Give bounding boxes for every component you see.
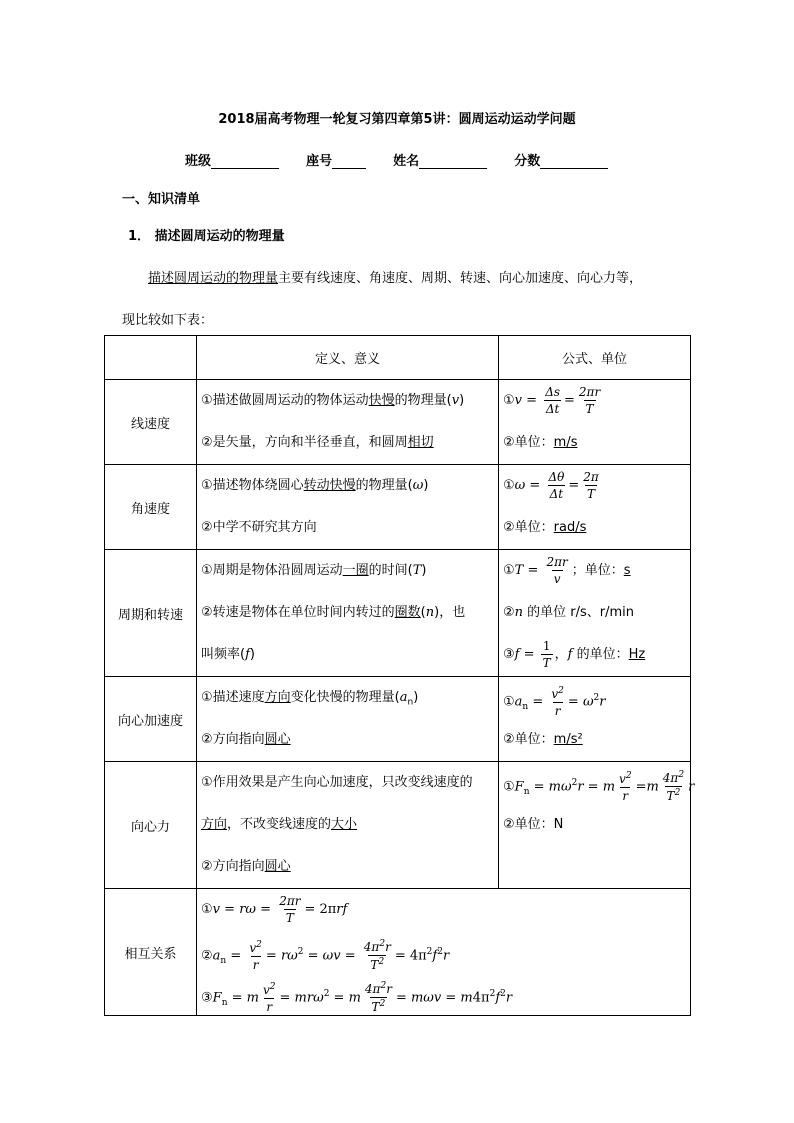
name-label: 姓名 [393, 154, 420, 169]
student-info-line [185, 150, 608, 169]
score-blank [540, 154, 608, 169]
intro-paragraph: 描述圆周运动的物理量主要有线速度、角速度、周期、转速、向心加速度、向心力等， [148, 271, 643, 286]
formula-T: ①T = $\frac{2\pi r}{v}$ ；单位：s [503, 555, 631, 586]
formula-an: $①a_n$ = $\frac{v^2}{r}$ = $\omega^2r$ [503, 685, 606, 718]
def-period: ①周期是物体沿圆周运动一圈的时间(T) ②转速是物体在单位时间内转过的圈数(n)，也 叫频率(f) [197, 550, 499, 677]
formula-linear: ①v = $\frac{\Delta s}{\Delta t}$ = $\frac{2\pi r}{T}$ ②单位：m/s [499, 380, 691, 465]
table-row [105, 889, 691, 1016]
section-heading: 一、知识清单 [122, 192, 201, 207]
subsection-heading: 1． 描述圆周运动的物理量 [128, 229, 285, 244]
table-row [105, 550, 691, 677]
formula-omega: ①ω = $\frac{\Delta\theta}{\Delta t}$ = $\frac{2\pi}{T}$ [503, 470, 599, 501]
physics-quantities-table [104, 335, 695, 1016]
table-row [105, 762, 691, 889]
def-linear: ①描述做圆周运动的物体运动快慢的物理量(v) ②是矢量，方向和半径垂直，和圆周相切 [197, 380, 499, 465]
formula-relation [197, 889, 691, 1016]
formula-centacc: $①a_n$ = $\frac{v^2}{r}$ = $\omega^2r$ ②单位：m/s² [499, 677, 691, 762]
formula-Fn: $①F_n = m\omega^2r = m$ $\frac{v^2}{r}$ =m $\frac{4\pi^2}{T^2}$ r [503, 770, 695, 804]
table-header-row [105, 336, 691, 380]
row-name-centacc: 向心加速度 [105, 677, 197, 762]
header-definition: 定义、意义 [197, 336, 499, 380]
table-row [105, 380, 691, 465]
def-angular: ①描述物体绕圆心转动快慢的物理量(ω) ②中学不研究其方向 [197, 465, 499, 550]
row-name-linear: 线速度 [105, 380, 197, 465]
formula-angular: ①ω = $\frac{\Delta\theta}{\Delta t}$ = $\frac{2\pi}{T}$ ②单位：rad/s [499, 465, 691, 550]
seat-label: 座号 [306, 154, 333, 169]
class-blank [211, 154, 279, 169]
row-name-relation: 相互关系 [105, 889, 197, 1016]
relation-2: $②a_n$ = $\frac{v^2}{r}$ = $r\omega^2 = \omega v$ = $\frac{4\pi^2r}{T^2}$ = $4\pi^2f^2r$ [201, 939, 450, 973]
formula-v: ①v = $\frac{\Delta s}{\Delta t}$ = $\frac{2\pi r}{T}$ [503, 385, 601, 416]
table-row [105, 465, 691, 550]
row-name-centforce: 向心力 [105, 762, 197, 889]
row-name-period: 周期和转速 [105, 550, 197, 677]
formula-centforce: $①F_n = m\omega^2r = m$ $\frac{v^2}{r}$ =m $\frac{4\pi^2}{T^2}$ r ②单位：N [499, 762, 691, 889]
page-title: 2018届高考物理一轮复习第四章第5讲：圆周运动运动学问题 [218, 112, 576, 127]
def-centforce: ①作用效果是产生向心加速度，只改变线速度的 方向，不改变线速度的大小 ②方向指向圆心 [197, 762, 499, 889]
relation-1: ①v = rω = $\frac{2\pi r}{T}$ = 2πrf [201, 894, 348, 925]
relation-3: $③F_n = m$ $\frac{v^2}{r}$ = mrω$^2$ = m $\frac{4\pi^2r}{T^2}$ = $m\omega v = m4\pi^2f^2r$ [201, 981, 513, 1015]
class-label: 班级 [185, 154, 212, 169]
table-row [105, 677, 691, 762]
intro-paragraph-cont: 现比较如下表： [122, 313, 214, 328]
row-name-angular: 角速度 [105, 465, 197, 550]
seat-blank [332, 154, 366, 169]
formula-f: ③f = $\frac{1}{T}$ ，f 的单位：Hz [503, 639, 646, 670]
name-blank [419, 154, 487, 169]
formula-period: ①T = $\frac{2\pi r}{v}$ ；单位：s ②n 的单位 r/s、r/min ③f = $\frac{1}{T}$ ，f 的单位：Hz [499, 550, 691, 677]
header-formula: 公式、单位 [499, 336, 691, 380]
def-centacc: ①描述速度方向变化快慢的物理量$(a_n)$ ②方向指向圆心 [197, 677, 499, 762]
header-empty [105, 336, 197, 380]
score-label: 分数 [514, 154, 541, 169]
